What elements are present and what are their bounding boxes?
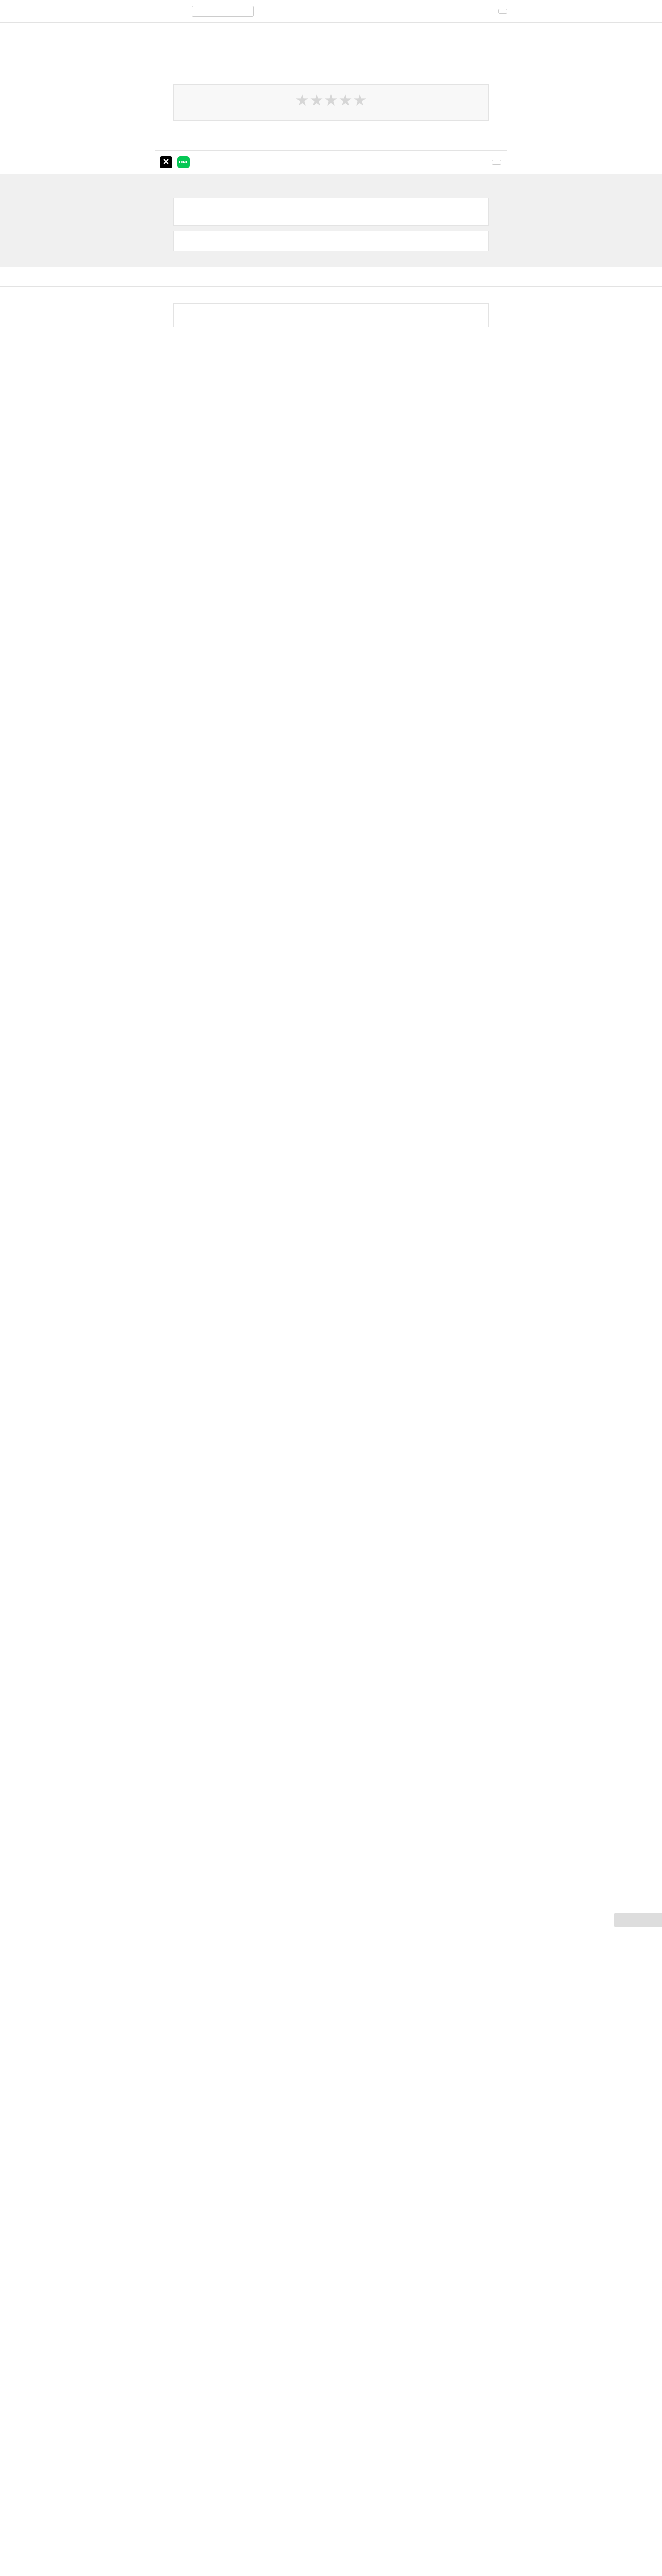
filter-setting-button[interactable] [492,160,501,165]
star-rating [296,94,366,107]
bottom-nav [0,348,662,368]
bookmark-notice [0,23,662,29]
x-share-icon[interactable]: X [160,156,172,168]
rating-box [173,84,489,121]
comments-section [0,174,662,267]
search-input[interactable] [192,6,254,17]
page-top-button[interactable] [614,1913,662,1927]
top-nav [155,6,254,17]
star-icon[interactable] [325,94,337,107]
share-left [155,156,190,168]
latest-comments-box [173,198,489,226]
share-row [155,150,507,174]
share-right [492,160,507,165]
star-icon[interactable] [296,94,308,107]
top-bar [0,0,662,23]
series-header [0,29,662,36]
info-box [173,303,489,327]
star-icon[interactable] [339,94,352,107]
comment-login-note [173,231,489,251]
display-settings-button[interactable] [498,9,507,14]
star-icon[interactable] [310,94,323,107]
line-share-icon[interactable]: LINE [177,156,190,168]
star-icon[interactable] [354,94,366,107]
footer-links [0,267,662,287]
